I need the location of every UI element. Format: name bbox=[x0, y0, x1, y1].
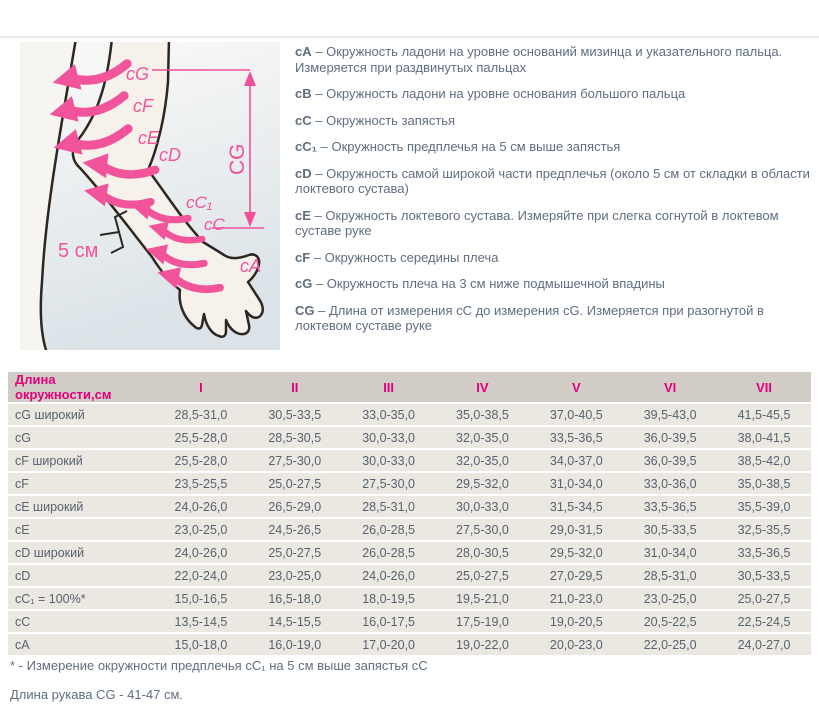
measurement-term: cB bbox=[295, 86, 312, 101]
size-range-cell: 23,5-25,5 bbox=[154, 473, 248, 494]
row-label: cG широкий bbox=[8, 404, 154, 425]
table-row bbox=[8, 496, 811, 517]
measurement-term: CG bbox=[295, 302, 315, 318]
size-range-cell: 20,5-22,5 bbox=[623, 611, 717, 632]
size-range-cell: 31,0-34,0 bbox=[623, 542, 717, 563]
size-range-cell: 35,0-38,5 bbox=[717, 473, 811, 494]
row-label: cD широкий bbox=[8, 542, 154, 563]
measurement-text: – Окружность самой широкой части предплечья (около 5 см от складки в области локтевого сустава) bbox=[295, 165, 810, 196]
label-cD: cD bbox=[159, 145, 181, 165]
size-range-cell: 30,0-33,0 bbox=[342, 450, 436, 471]
size-range-cell: 23,0-25,0 bbox=[623, 588, 717, 609]
measurement-text: – Окружность ладони на уровне основания большого пальца bbox=[315, 86, 686, 101]
size-range-cell: 25,0-27,5 bbox=[717, 588, 811, 609]
table-header-size-VII: VII bbox=[717, 372, 811, 402]
size-range-cell: 25,0-27,5 bbox=[248, 473, 342, 494]
size-range-cell: 26,5-29,0 bbox=[248, 496, 342, 517]
measurement-description bbox=[295, 276, 811, 292]
size-range-cell: 23,0-25,0 bbox=[248, 565, 342, 586]
size-range-cell: 39,5-43,0 bbox=[623, 404, 717, 425]
size-range-cell: 24,0-26,0 bbox=[154, 542, 248, 563]
label-cG: cG bbox=[126, 64, 150, 84]
table-header-size-V: V bbox=[529, 372, 623, 402]
size-range-cell: 30,5-33,5 bbox=[717, 565, 811, 586]
measurement-text: – Окружность предплечья на 5 см выше запястья bbox=[320, 139, 621, 154]
size-range-cell: 27,5-30,0 bbox=[342, 473, 436, 494]
size-range-cell: 30,5-33,5 bbox=[248, 404, 342, 425]
measurement-descriptions bbox=[295, 44, 811, 345]
size-range-cell: 35,5-39,0 bbox=[717, 496, 811, 517]
size-range-cell: 17,0-20,0 bbox=[342, 634, 436, 655]
size-range-cell: 30,0-33,0 bbox=[342, 427, 436, 448]
measurement-term: cC₁ bbox=[295, 139, 317, 154]
table-header-size-II: II bbox=[248, 372, 342, 402]
size-range-cell: 26,0-28,5 bbox=[342, 519, 436, 540]
size-range-cell: 24,0-26,0 bbox=[154, 496, 248, 517]
measurement-text: – Окружность локтевого сустава. Измеряйте при слегка согнутой в локтевом суставе руке bbox=[295, 207, 779, 238]
size-range-cell: 25,5-28,0 bbox=[154, 427, 248, 448]
size-range-cell: 15,0-18,0 bbox=[154, 634, 248, 655]
size-range-cell: 29,0-31,5 bbox=[529, 519, 623, 540]
label-cE: cE bbox=[138, 128, 160, 148]
size-range-cell: 24,0-27,0 bbox=[717, 634, 811, 655]
size-range-cell: 23,0-25,0 bbox=[154, 519, 248, 540]
row-label: cC bbox=[8, 611, 154, 632]
size-range-cell: 24,5-26,5 bbox=[248, 519, 342, 540]
table-header-label: Длина окружности,см bbox=[8, 372, 154, 402]
label-cC: cC bbox=[204, 215, 225, 234]
size-range-cell: 28,5-31,0 bbox=[154, 404, 248, 425]
measurement-term: cD bbox=[295, 165, 312, 181]
size-range-cell: 28,5-31,0 bbox=[342, 496, 436, 517]
size-range-cell: 33,5-36,5 bbox=[529, 427, 623, 448]
measurement-term: cF bbox=[295, 249, 311, 265]
row-label: cC₁ = 100%* bbox=[8, 588, 154, 609]
size-range-cell: 24,0-26,0 bbox=[342, 565, 436, 586]
label-cA: cA bbox=[240, 256, 262, 276]
size-range-cell: 32,5-35,5 bbox=[717, 519, 811, 540]
size-range-cell: 33,0-36,0 bbox=[623, 473, 717, 494]
measurement-term: cA bbox=[295, 44, 312, 59]
table-row bbox=[8, 565, 811, 586]
size-range-cell: 21,0-23,0 bbox=[529, 588, 623, 609]
table-header-size-III: III bbox=[342, 372, 436, 402]
measurement-description bbox=[295, 166, 811, 197]
measurement-description bbox=[295, 139, 811, 155]
arm-measurement-diagram bbox=[20, 42, 280, 350]
size-range-cell: 19,0-20,5 bbox=[529, 611, 623, 632]
size-range-cell: 16,0-17,5 bbox=[342, 611, 436, 632]
size-range-cell: 20,0-23,0 bbox=[529, 634, 623, 655]
size-range-cell: 22,5-24,5 bbox=[717, 611, 811, 632]
size-range-cell: 41,5-45,5 bbox=[717, 404, 811, 425]
label-cC1: cC₁ bbox=[186, 193, 213, 212]
size-range-cell: 31,0-34,0 bbox=[529, 473, 623, 494]
size-range-cell: 31,5-34,5 bbox=[529, 496, 623, 517]
size-range-cell: 14,5-15,5 bbox=[248, 611, 342, 632]
size-range-cell: 15,0-16,5 bbox=[154, 588, 248, 609]
row-label: cE bbox=[8, 519, 154, 540]
size-range-cell: 33,5-36,5 bbox=[717, 542, 811, 563]
size-range-cell: 29,5-32,0 bbox=[436, 473, 530, 494]
measurement-description bbox=[295, 44, 811, 75]
size-range-cell: 30,0-33,0 bbox=[436, 496, 530, 517]
measurement-description bbox=[295, 250, 811, 266]
measurement-description bbox=[295, 113, 811, 129]
measurement-description bbox=[295, 208, 811, 239]
size-range-cell: 19,5-21,0 bbox=[436, 588, 530, 609]
size-range-cell: 33,0-35,0 bbox=[342, 404, 436, 425]
size-range-cell: 36,0-39,5 bbox=[623, 450, 717, 471]
measurement-text: – Окружность середины плеча bbox=[313, 249, 499, 265]
footnote-asterisk: * - Измерение окружности предплечья cC₁ на 5 см выше запястья cC bbox=[10, 658, 428, 673]
footnotes bbox=[10, 658, 800, 716]
size-range-cell: 18,0-19,5 bbox=[342, 588, 436, 609]
size-range-cell: 27,5-30,0 bbox=[248, 450, 342, 471]
measurement-text: – Окружность запястья bbox=[315, 112, 456, 128]
measurement-term: cC bbox=[295, 112, 312, 128]
table-header-size-VI: VI bbox=[623, 372, 717, 402]
label-five-cm: 5 см bbox=[58, 240, 99, 262]
measurement-term: cE bbox=[295, 207, 311, 223]
size-range-cell: 22,0-24,0 bbox=[154, 565, 248, 586]
row-label: cA bbox=[8, 634, 154, 655]
table-header-size-I: I bbox=[154, 372, 248, 402]
size-range-cell: 37,0-40,5 bbox=[529, 404, 623, 425]
size-range-cell: 25,0-27,5 bbox=[436, 565, 530, 586]
size-range-cell: 30,5-33,5 bbox=[623, 519, 717, 540]
measurement-text: – Окружность плеча на 3 см ниже подмышечной впадины bbox=[315, 276, 665, 291]
table-row bbox=[8, 634, 811, 655]
size-table bbox=[8, 370, 811, 657]
size-range-cell: 38,0-41,5 bbox=[717, 427, 811, 448]
table-row bbox=[8, 450, 811, 471]
size-range-cell: 27,5-30,0 bbox=[436, 519, 530, 540]
size-range-cell: 28,0-30,5 bbox=[436, 542, 530, 563]
label-cF: cF bbox=[133, 96, 153, 116]
size-table-wrap bbox=[8, 370, 811, 657]
size-range-cell: 25,5-28,0 bbox=[154, 450, 248, 471]
measurement-text: – Окружность ладони на уровне оснований мизинца и указательного пальца. Измеряется при раздвинутых пальцах bbox=[295, 44, 783, 75]
size-range-cell: 13,5-14,5 bbox=[154, 611, 248, 632]
size-range-cell: 27,0-29,5 bbox=[529, 565, 623, 586]
measurement-description bbox=[295, 303, 811, 334]
label-CG: CG bbox=[226, 143, 249, 175]
table-row bbox=[8, 404, 811, 425]
size-range-cell: 32,0-35,0 bbox=[436, 427, 530, 448]
size-table-body bbox=[8, 404, 811, 655]
row-label: cF bbox=[8, 473, 154, 494]
row-label: cD bbox=[8, 565, 154, 586]
size-range-cell: 29,5-32,0 bbox=[529, 542, 623, 563]
size-range-cell: 35,0-38,5 bbox=[436, 404, 530, 425]
size-range-cell: 33,5-36,5 bbox=[623, 496, 717, 517]
table-row bbox=[8, 473, 811, 494]
size-range-cell: 38,5-42,0 bbox=[717, 450, 811, 471]
size-range-cell: 34,0-37,0 bbox=[529, 450, 623, 471]
size-range-cell: 28,5-30,5 bbox=[248, 427, 342, 448]
size-range-cell: 26,0-28,5 bbox=[342, 542, 436, 563]
footnote-sleeve-length: Длина рукава CG - 41-47 см. bbox=[10, 687, 184, 702]
measurement-term: cG bbox=[295, 276, 313, 291]
size-range-cell: 16,0-19,0 bbox=[248, 634, 342, 655]
table-header-row bbox=[8, 372, 811, 402]
row-label: cE широкий bbox=[8, 496, 154, 517]
table-header-size-IV: IV bbox=[436, 372, 530, 402]
table-row bbox=[8, 611, 811, 632]
top-divider bbox=[0, 36, 819, 38]
measurement-description bbox=[295, 86, 811, 102]
size-range-cell: 17,5-19,0 bbox=[436, 611, 530, 632]
table-row bbox=[8, 519, 811, 540]
table-row bbox=[8, 588, 811, 609]
size-range-cell: 36,0-39,5 bbox=[623, 427, 717, 448]
size-range-cell: 32,0-35,0 bbox=[436, 450, 530, 471]
table-row bbox=[8, 427, 811, 448]
row-label: cG bbox=[8, 427, 154, 448]
size-range-cell: 22,0-25,0 bbox=[623, 634, 717, 655]
row-label: cF широкий bbox=[8, 450, 154, 471]
size-range-cell: 25,0-27,5 bbox=[248, 542, 342, 563]
table-row bbox=[8, 542, 811, 563]
size-range-cell: 19,0-22,0 bbox=[436, 634, 530, 655]
measurement-text: – Длина от измерения cC до измерения cG. Измеряется при разогнутой в локтевом суставе руке bbox=[295, 302, 764, 333]
size-range-cell: 16,5-18,0 bbox=[248, 588, 342, 609]
size-range-cell: 28,5-31,0 bbox=[623, 565, 717, 586]
